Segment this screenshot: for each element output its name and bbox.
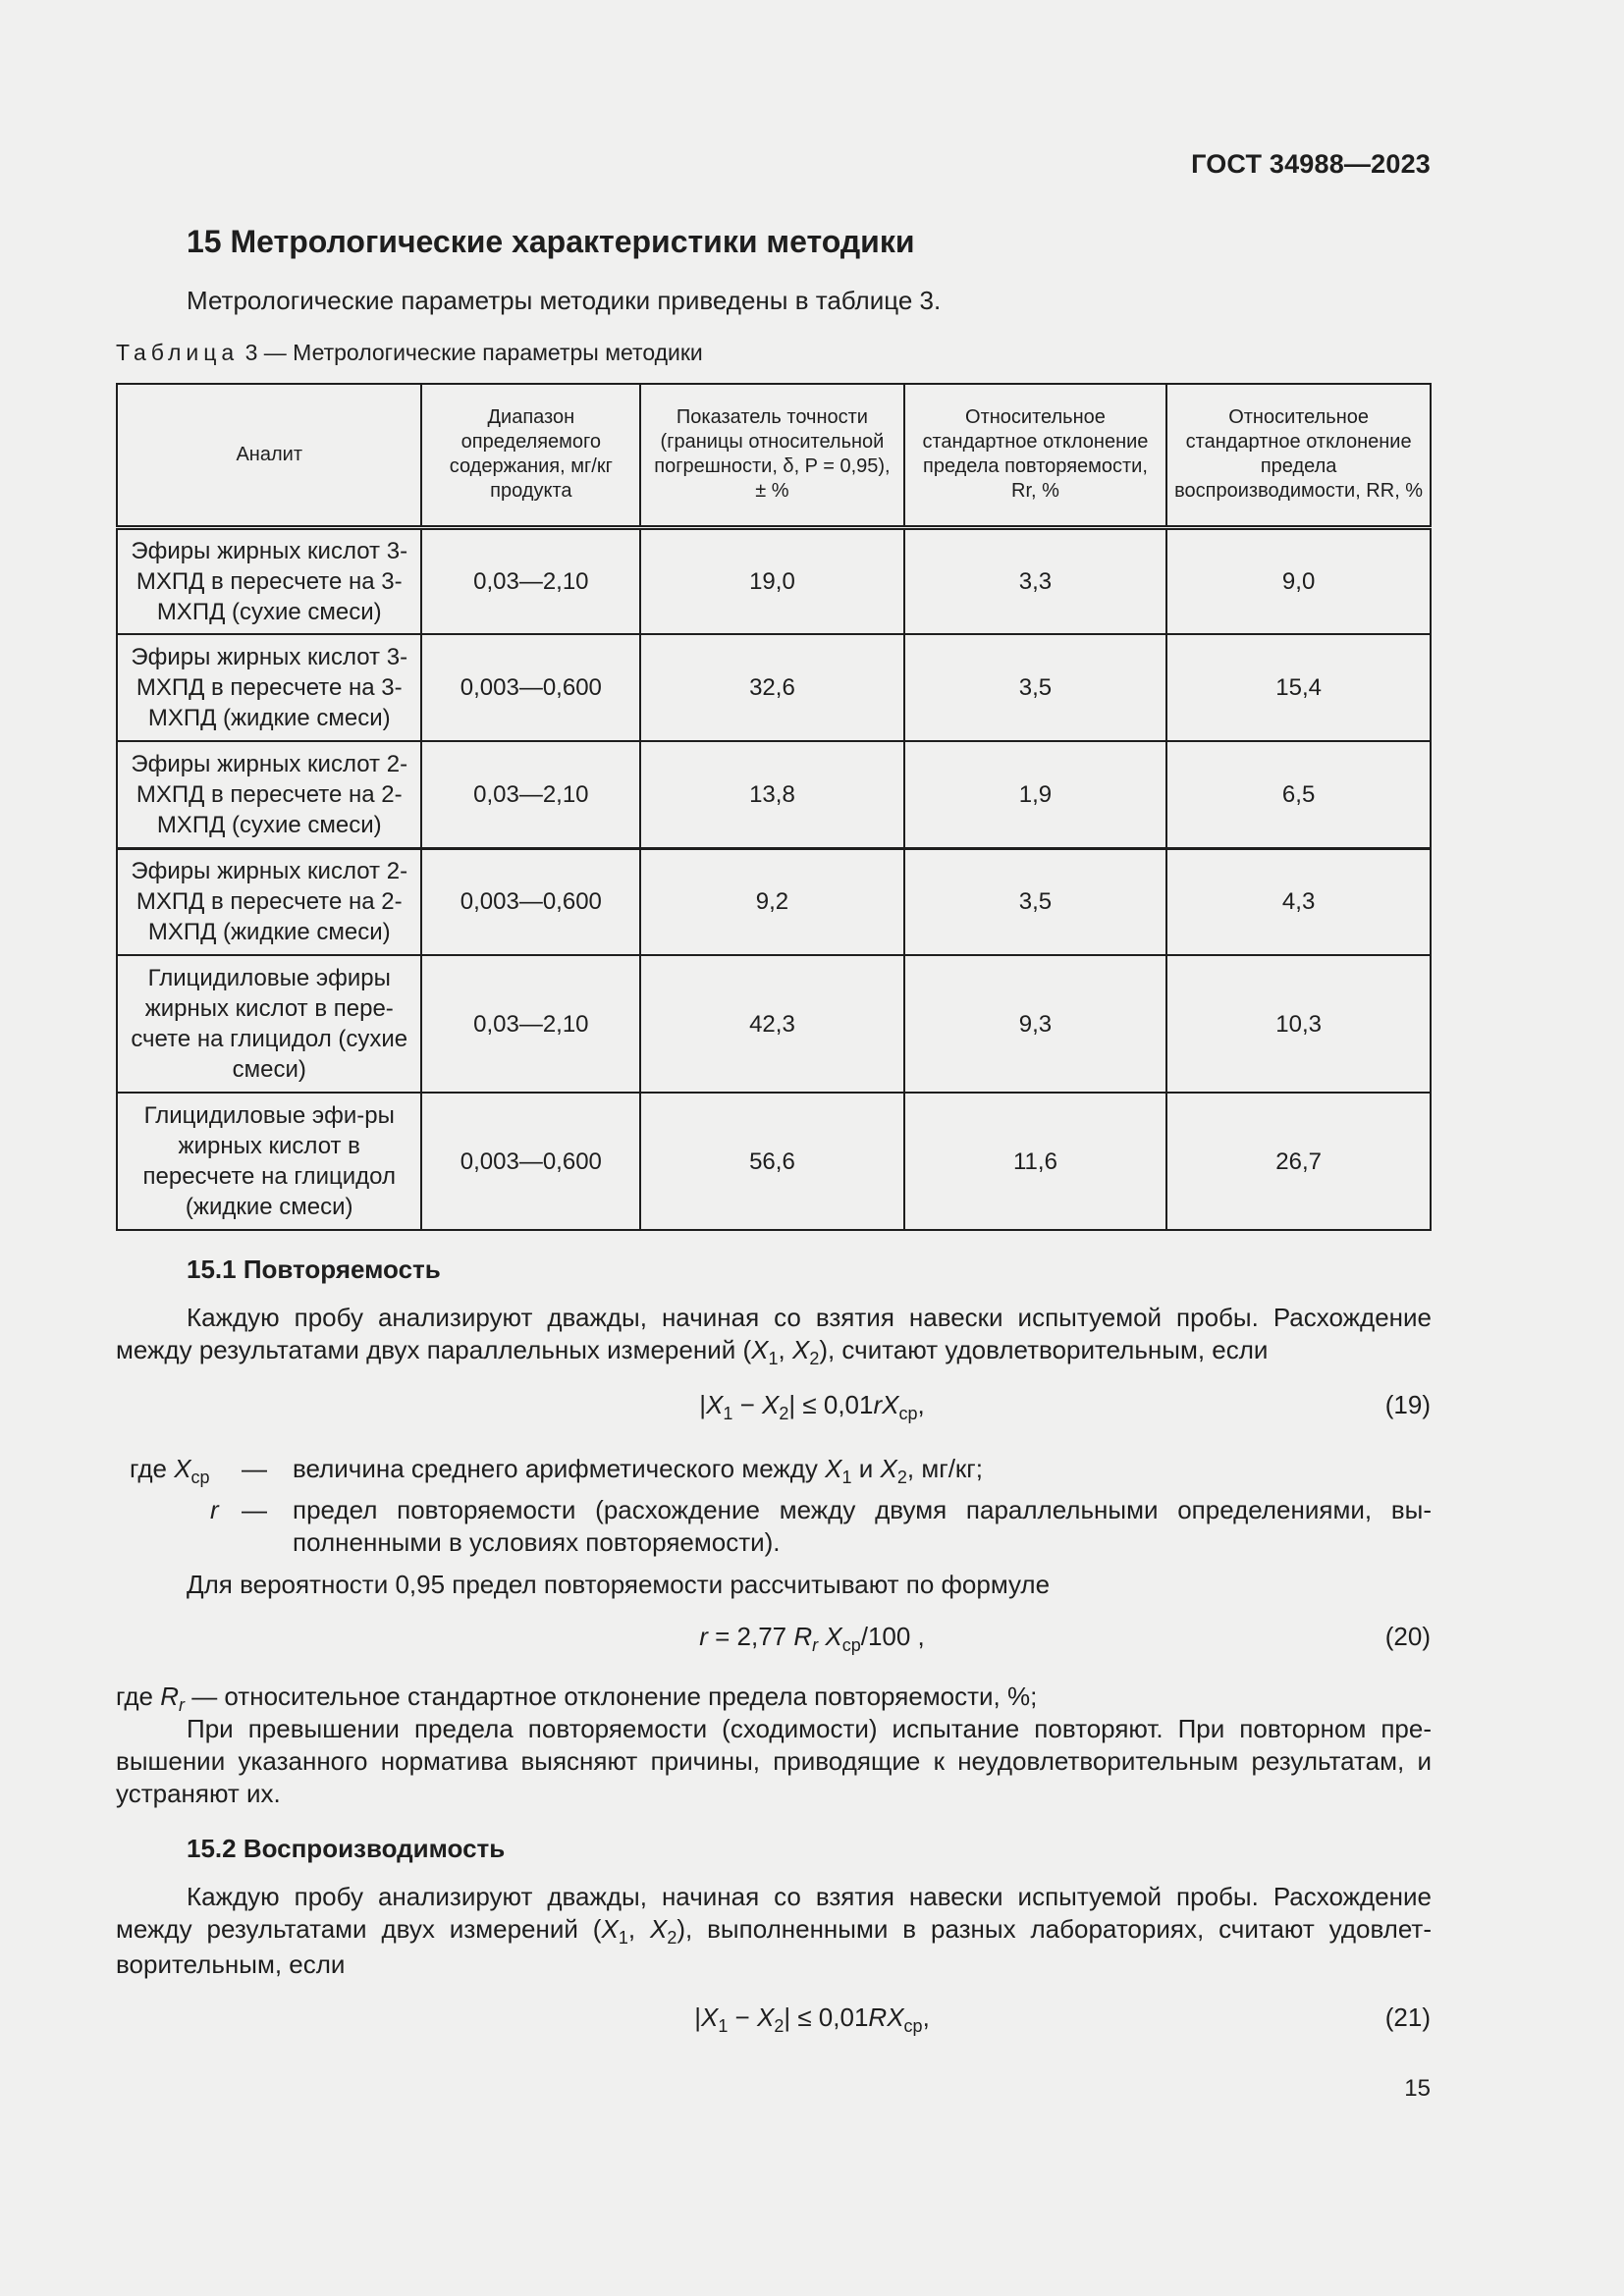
- equation-20: [0, 1622, 1624, 1655]
- equation-19: $|X_1 - X_2| \le 0,01rX_{ср}$,: [699, 1390, 925, 1423]
- header-cell: Аналит: [117, 384, 421, 527]
- where-label: [130, 1453, 210, 1488]
- math-subscript: 1: [618, 1928, 628, 1948]
- where-dash: —: [242, 1454, 267, 1483]
- table-cell: 6,5: [1166, 741, 1431, 848]
- table-cell: 1,9: [904, 741, 1167, 848]
- paragraph-text: Каждую пробу анализируют дважды, начиная со взятия навески испытуемой пробы. Расхождение между результатами двух измерений (: [116, 1882, 1432, 1944]
- table-cell: 15,4: [1166, 634, 1431, 741]
- math-symbol: X: [751, 1335, 769, 1364]
- math-subscript: 2: [896, 1468, 907, 1487]
- math-symbol: X: [882, 1390, 899, 1419]
- math-symbol: X: [649, 1914, 668, 1944]
- math-subscript: 2: [774, 2016, 785, 2036]
- table-cell: 42,3: [640, 955, 904, 1093]
- table-cell: 3,5: [904, 634, 1167, 741]
- table-cell: Эфиры жирных кислот 2-МХПД в пересчете на 2-МХПД (сухие смеси): [117, 741, 421, 848]
- reproducibility-paragraph: [116, 1881, 1432, 1981]
- math-subscript: 1: [768, 1349, 779, 1368]
- math-subscript: 2: [779, 1404, 789, 1423]
- math-subscript: ср: [190, 1468, 210, 1487]
- math-punct: ,: [917, 1390, 925, 1419]
- probability-text: Для вероятности 0,95 предел повторяемости рассчитывают по формуле: [187, 1570, 1051, 1599]
- where-word: где: [130, 1454, 167, 1483]
- where-symbol-r: r: [210, 1495, 219, 1524]
- math-symbol: X: [762, 1390, 780, 1419]
- paragraph-text: ), считают удовлетворительным, если: [819, 1335, 1269, 1364]
- table-cell: Эфиры жирных кислот 3-МХПД в пересчете на 3-МХПД (сухие смеси): [117, 527, 421, 634]
- table-row: [117, 1093, 1431, 1230]
- math-punct: ,: [778, 1335, 785, 1364]
- math-subscript: 1: [718, 2016, 729, 2036]
- repeatability-paragraph: [116, 1302, 1432, 1369]
- subsection-title-reproducibility: 15.2 Воспроизводимость: [187, 1834, 506, 1863]
- table-caption: [116, 340, 703, 366]
- header-cell: Показатель точности (границы относительной погрешности, δ, P = 0,95), ± %: [640, 384, 904, 527]
- table-row: [117, 634, 1431, 741]
- math-subscript: ср: [841, 1635, 861, 1655]
- table-row: [117, 527, 1431, 634]
- math-symbol: r: [873, 1390, 883, 1419]
- standard-number: ГОСТ 34988—2023: [1191, 149, 1431, 179]
- equation-number-19: (19): [1384, 1390, 1431, 1419]
- math-symbol: X: [174, 1454, 191, 1483]
- math-text: /100 ,: [860, 1622, 925, 1651]
- where-dash: —: [242, 1495, 267, 1524]
- table-caption-text: 3 — Метрологические параметры методики: [239, 340, 703, 365]
- exceed-paragraph: При превышении предела повторяемости (сходимости) испытание повторяют. При повторном пре-вышении указанного норматива выясняют причины, приводящие к неудовлетворительным результатам, и устраняют их.: [116, 1714, 1432, 1808]
- math-symbol: X: [825, 1622, 842, 1651]
- math-symbol: X: [700, 2002, 719, 2032]
- where-definition-xcp: [293, 1453, 983, 1488]
- math-symbol: R: [868, 2002, 888, 2032]
- equation-number-21: (21): [1384, 2002, 1431, 2032]
- table-cell: 0,03—2,10: [421, 955, 640, 1093]
- table-cell: 3,5: [904, 848, 1167, 955]
- equation-21: $|X_1 - X_2| \le 0,01RX_{ср}$,: [694, 2002, 930, 2036]
- math-subscript: r: [812, 1635, 819, 1655]
- math-symbol: X: [825, 1454, 842, 1483]
- table-cell: 0,03—2,10: [421, 741, 640, 848]
- table-cell: Эфиры жирных кислот 3-МХПД в пересчете на 3-МХПД (жидкие смеси): [117, 634, 421, 741]
- table-cell: 0,03—2,10: [421, 527, 640, 634]
- math-symbol: X: [791, 1335, 810, 1364]
- table-row: [117, 848, 1431, 955]
- math-symbol: r: [699, 1622, 708, 1651]
- page-number: 15: [1404, 2075, 1431, 2102]
- math-symbol: R: [793, 1622, 813, 1651]
- paragraph-text: Каждую пробу анализируют дважды, начиная со взятия навески испытуемой пробы. Расхождение между результатами двух параллельных измерений (: [116, 1303, 1432, 1364]
- math-symbol: X: [887, 2002, 904, 2032]
- table-cell: 13,8: [640, 741, 904, 848]
- math-text: ≤ 0,01: [795, 1390, 874, 1419]
- definition-text: и: [858, 1454, 874, 1483]
- math-subscript: r: [178, 1695, 185, 1715]
- section-title: 15 Метрологические характеристики методики: [187, 224, 915, 259]
- table-cell: 32,6: [640, 634, 904, 741]
- subsection-title-repeatability: 15.1 Повторяемость: [187, 1255, 441, 1284]
- math-subscript: 2: [809, 1349, 820, 1368]
- table-cell: Глицидиловые эфиры жирных кислот в пере-счете на глицидол (сухие смеси): [117, 955, 421, 1093]
- equation-number-20: (20): [1384, 1622, 1431, 1651]
- table-cell: 9,2: [640, 848, 904, 955]
- table-cell: Глицидиловые эфи-ры жирных кислот в пересчете на глицидол (жидкие смеси): [117, 1093, 421, 1230]
- math-symbol: X: [880, 1454, 897, 1483]
- table-cell: 9,3: [904, 955, 1167, 1093]
- table-cell: 10,3: [1166, 955, 1431, 1093]
- definition-text: , мг/кг;: [906, 1454, 984, 1483]
- table-row: [117, 955, 1431, 1093]
- table-header-row: [117, 384, 1431, 527]
- table-cell: 3,3: [904, 527, 1167, 634]
- table-cell: 26,7: [1166, 1093, 1431, 1230]
- math-subscript: ср: [898, 1404, 918, 1423]
- table-cell: 0,003—0,600: [421, 634, 640, 741]
- table-caption-prefix: Таблица: [116, 340, 240, 365]
- where-definition-r: предел повторяемости (расхождение между двумя параллельными определениями, вы-полненными в условиях повторяемости).: [293, 1495, 1432, 1557]
- table-cell: 0,003—0,600: [421, 1093, 640, 1230]
- math-symbol: X: [706, 1390, 724, 1419]
- math-punct: ,: [627, 1914, 636, 1944]
- metrology-table: [116, 383, 1432, 1231]
- math-subscript: 1: [841, 1468, 852, 1487]
- table-cell: 11,6: [904, 1093, 1167, 1230]
- math-symbol: X: [601, 1914, 619, 1944]
- table-cell: 4,3: [1166, 848, 1431, 955]
- paragraph-text: ), выполненными в разных лабораториях, считают удовлет-ворительным, если: [116, 1914, 1432, 1979]
- math-text: = 2,77: [707, 1622, 794, 1651]
- section-intro: Метрологические параметры методики приведены в таблице 3.: [187, 286, 942, 315]
- math-symbol: X: [756, 2002, 775, 2032]
- math-symbol: R: [160, 1682, 179, 1711]
- table-cell: Эфиры жирных кислот 2-МХПД в пересчете на 2-МХПД (жидкие смеси): [117, 848, 421, 955]
- where-definition-rr: [116, 1681, 1037, 1716]
- math-subscript: 1: [723, 1404, 733, 1423]
- header-cell: Относительное стандартное отклонение предела воспроизводимости, RR, %: [1166, 384, 1431, 527]
- math-text: ≤ 0,01: [790, 2002, 869, 2032]
- header-cell: Диапазон определяемого содержания, мг/кг продукта: [421, 384, 640, 527]
- table-cell: 9,0: [1166, 527, 1431, 634]
- math-subscript: ср: [903, 2016, 923, 2036]
- where-word: где: [116, 1682, 153, 1711]
- table-cell: 0,003—0,600: [421, 848, 640, 955]
- math-punct: ,: [922, 2002, 930, 2032]
- header-cell: Относительное стандартное отклонение предела повторяемости, Rr, %: [904, 384, 1167, 527]
- table-cell: 56,6: [640, 1093, 904, 1230]
- table-row: [117, 741, 1431, 848]
- table-cell: 19,0: [640, 527, 904, 634]
- definition-text: — относительное стандартное отклонение предела повторяемости, %;: [184, 1682, 1038, 1711]
- definition-text: величина среднего арифметического между: [293, 1454, 818, 1483]
- math-subscript: 2: [667, 1928, 677, 1948]
